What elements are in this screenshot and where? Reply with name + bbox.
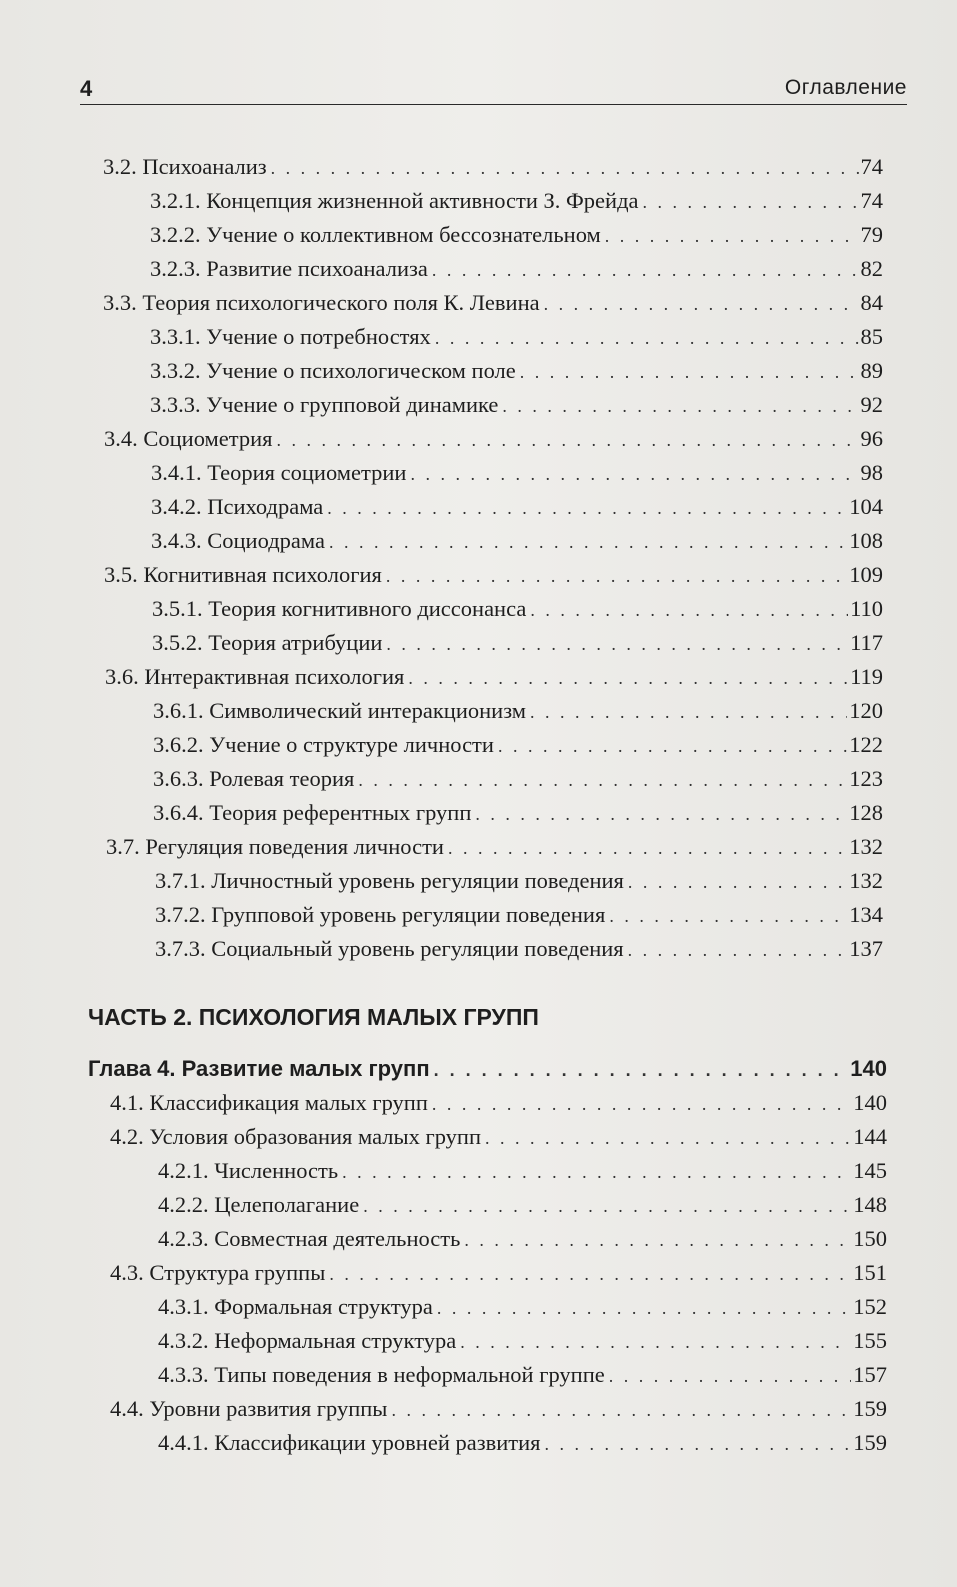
toc-entry-label: 3.3.3. Учение о групповой динамике <box>150 392 499 417</box>
toc-entry[interactable] <box>150 218 883 252</box>
toc-entry-label: 4.2.3. Совместная деятельность <box>158 1226 461 1251</box>
toc-entry-page: 89 <box>860 358 883 383</box>
leader-dots <box>502 389 858 423</box>
leader-dots <box>277 423 859 457</box>
toc-entry-page: 104 <box>849 494 883 519</box>
toc-entry[interactable] <box>150 184 883 218</box>
running-title: Оглавление <box>784 76 907 99</box>
leader-dots <box>530 593 848 627</box>
toc-entry-page: 84 <box>860 290 883 315</box>
toc-entry-page: 134 <box>849 902 883 927</box>
toc-entry[interactable] <box>110 1392 887 1426</box>
toc-entry-page: 117 <box>850 630 883 655</box>
leader-dots <box>628 933 848 967</box>
leader-dots <box>432 253 859 287</box>
leader-dots <box>432 1087 851 1121</box>
leader-dots <box>408 661 848 695</box>
toc-entry[interactable] <box>158 1222 887 1256</box>
toc-entry-label: 4.3.1. Формальная структура <box>158 1294 433 1319</box>
toc-entry-page: 137 <box>849 936 883 961</box>
leader-dots <box>342 1155 851 1189</box>
leader-dots <box>386 627 848 661</box>
toc-entry[interactable] <box>155 864 883 898</box>
toc-entry[interactable] <box>153 728 883 762</box>
toc-entry-label: 4.4.1. Классификации уровней развития <box>158 1430 541 1455</box>
toc-entry-label: 3.6.1. Символический интеракционизм <box>153 698 527 723</box>
leader-dots <box>434 1053 849 1087</box>
leader-dots <box>464 1223 851 1257</box>
toc-entry-page: 151 <box>853 1260 887 1285</box>
toc-entry-page: 110 <box>850 596 883 621</box>
toc-entry[interactable] <box>151 490 883 524</box>
toc-entry-page: 140 <box>853 1090 887 1115</box>
toc-entry-label: 4.2. Условия образования малых групп <box>110 1124 482 1149</box>
toc-entry-label: 3.4. Социометрия <box>104 426 273 451</box>
toc-entry[interactable] <box>158 1154 887 1188</box>
toc-entry[interactable] <box>153 694 883 728</box>
toc-entry[interactable] <box>153 796 883 830</box>
leader-dots <box>435 321 859 355</box>
leader-dots <box>498 729 847 763</box>
toc-entry[interactable] <box>110 1256 887 1290</box>
toc-entry-label: 3.5.1. Теория когнитивного диссонанса <box>152 596 527 621</box>
toc-entry-label: 3.4.2. Психодрама <box>151 494 324 519</box>
leader-dots <box>329 1257 851 1291</box>
toc-entry-label: 3.7.2. Групповой уровень регуляции поведения <box>155 902 606 927</box>
toc-entry-label: 4.1. Классификация малых групп <box>110 1090 428 1115</box>
toc-entry-page: 74 <box>860 188 883 213</box>
toc-entry[interactable] <box>110 1120 887 1154</box>
toc-entry-page: 132 <box>849 834 883 859</box>
toc-entry-label: 3.7.1. Личностный уровень регуляции поведения <box>155 868 624 893</box>
leader-dots <box>485 1121 851 1155</box>
page-number: 4 <box>80 76 93 101</box>
leader-dots <box>327 491 847 525</box>
toc-entry[interactable] <box>110 1086 887 1120</box>
toc-entry-label: 3.7. Регуляция поведения личности <box>106 834 444 859</box>
chapter-label: Глава 4. Развитие малых групп <box>88 1056 430 1081</box>
toc-entry-page: 74 <box>860 154 883 179</box>
toc-entry-page: 132 <box>849 868 883 893</box>
toc-entry[interactable] <box>158 1290 887 1324</box>
toc-entry[interactable] <box>152 592 883 626</box>
toc-entry[interactable] <box>158 1324 887 1358</box>
toc-entry[interactable] <box>158 1358 887 1392</box>
toc-entry-label: 3.4.3. Социодрама <box>151 528 325 553</box>
toc-entry[interactable] <box>150 354 883 388</box>
toc-entry-label: 3.5. Когнитивная психология <box>104 562 382 587</box>
toc-entry-label: 4.3.3. Типы поведения в неформальной группе <box>158 1362 605 1387</box>
toc-entry-page: 123 <box>849 766 883 791</box>
toc-entry-label: 3.6.3. Ролевая теория <box>153 766 355 791</box>
toc-entry[interactable] <box>152 626 883 660</box>
toc-entry-page: 119 <box>850 664 883 689</box>
leader-dots <box>410 457 858 491</box>
toc-entry-label: 4.3.2. Неформальная структура <box>158 1328 457 1353</box>
leader-dots <box>609 899 847 933</box>
leader-dots <box>329 525 847 559</box>
toc-entry[interactable] <box>150 252 883 286</box>
leader-dots <box>545 1427 852 1461</box>
toc-entry-label: 4.2.2. Целеполагание <box>158 1192 360 1217</box>
toc-entry-page: 92 <box>860 392 883 417</box>
toc-entry-label: 4.3. Структура группы <box>110 1260 326 1285</box>
page-header <box>80 76 907 105</box>
toc-entry-page: 122 <box>849 732 883 757</box>
toc-entry[interactable] <box>103 286 883 320</box>
leader-dots <box>628 865 847 899</box>
toc-entry-label: 3.2.1. Концепция жизненной активности З. Фрейда <box>150 188 639 213</box>
toc-entry-label: 4.2.1. Численность <box>158 1158 339 1183</box>
leader-dots <box>386 559 847 593</box>
toc-entry[interactable] <box>155 932 883 966</box>
toc-entry[interactable] <box>150 388 883 422</box>
toc-entry-page: 148 <box>853 1192 887 1217</box>
toc-entry[interactable] <box>153 762 883 796</box>
toc-entry-page: 157 <box>853 1362 887 1387</box>
toc-entry-label: 3.2.3. Развитие психоанализа <box>150 256 428 281</box>
toc-entry-label: 3.3.1. Учение о потребностях <box>150 324 431 349</box>
toc-entry-page: 82 <box>860 256 883 281</box>
toc-entry[interactable] <box>105 660 883 694</box>
toc-entry-page: 145 <box>853 1158 887 1183</box>
leader-dots <box>605 219 859 253</box>
leader-dots <box>391 1393 851 1427</box>
toc-entry-page: 85 <box>860 324 883 349</box>
leader-dots <box>271 151 859 185</box>
toc-entry-page: 79 <box>860 222 883 247</box>
toc-entry[interactable] <box>151 456 883 490</box>
toc-entry[interactable] <box>155 898 883 932</box>
leader-dots <box>448 831 847 865</box>
leader-dots <box>460 1325 851 1359</box>
toc-entry[interactable] <box>104 422 883 456</box>
toc-entry-page: 152 <box>853 1294 887 1319</box>
toc-entry-page: 159 <box>853 1430 887 1455</box>
toc-entry-page: 96 <box>860 426 883 451</box>
leader-dots <box>643 185 859 219</box>
leader-dots <box>437 1291 851 1325</box>
leader-dots <box>358 763 847 797</box>
toc-entry-page: 120 <box>849 698 883 723</box>
toc-entry-label: 3.4.1. Теория социометрии <box>151 460 407 485</box>
chapter-page: 140 <box>850 1056 887 1081</box>
toc-entry-label: 3.3. Теория психологического поля К. Левина <box>103 290 540 315</box>
toc-entry[interactable] <box>104 558 883 592</box>
chapter-entry[interactable] <box>88 1052 887 1086</box>
toc-entry-label: 3.6.4. Теория референтных групп <box>153 800 472 825</box>
toc-entry-page: 109 <box>849 562 883 587</box>
toc-entry[interactable] <box>158 1426 887 1460</box>
toc-entry-page: 150 <box>853 1226 887 1251</box>
toc-entry[interactable] <box>103 150 883 184</box>
toc-entry-page: 98 <box>860 460 883 485</box>
toc-entry-page: 108 <box>849 528 883 553</box>
toc-entry-page: 128 <box>849 800 883 825</box>
toc-entry-label: 3.6.2. Учение о структуре личности <box>153 732 494 757</box>
toc-entry-label: 3.5.2. Теория атрибуции <box>152 630 383 655</box>
toc-entry-label: 4.4. Уровни развития группы <box>110 1396 388 1421</box>
toc-entry[interactable] <box>106 830 883 864</box>
toc-entry-label: 3.3.2. Учение о психологическом поле <box>150 358 516 383</box>
toc-entry-label: 3.6. Интерактивная психология <box>105 664 405 689</box>
toc-entry-label: 3.2.2. Учение о коллективном бессознательном <box>150 222 601 247</box>
toc-entry-label: 3.2. Психоанализ <box>103 154 267 179</box>
leader-dots <box>530 695 847 729</box>
toc-entry-label: 3.7.3. Социальный уровень регуляции поведения <box>155 936 624 961</box>
leader-dots <box>544 287 859 321</box>
leader-dots <box>475 797 847 831</box>
leader-dots <box>363 1189 851 1223</box>
toc-entry[interactable] <box>158 1188 887 1222</box>
part-heading: ЧАСТЬ 2. ПСИХОЛОГИЯ МАЛЫХ ГРУПП <box>88 1004 539 1030</box>
toc-entry-page: 159 <box>853 1396 887 1421</box>
toc-entry-page: 144 <box>853 1124 887 1149</box>
toc-entry[interactable] <box>151 524 883 558</box>
leader-dots <box>609 1359 852 1393</box>
toc-entry[interactable] <box>150 320 883 354</box>
toc-entry-page: 155 <box>853 1328 887 1353</box>
leader-dots <box>520 355 859 389</box>
